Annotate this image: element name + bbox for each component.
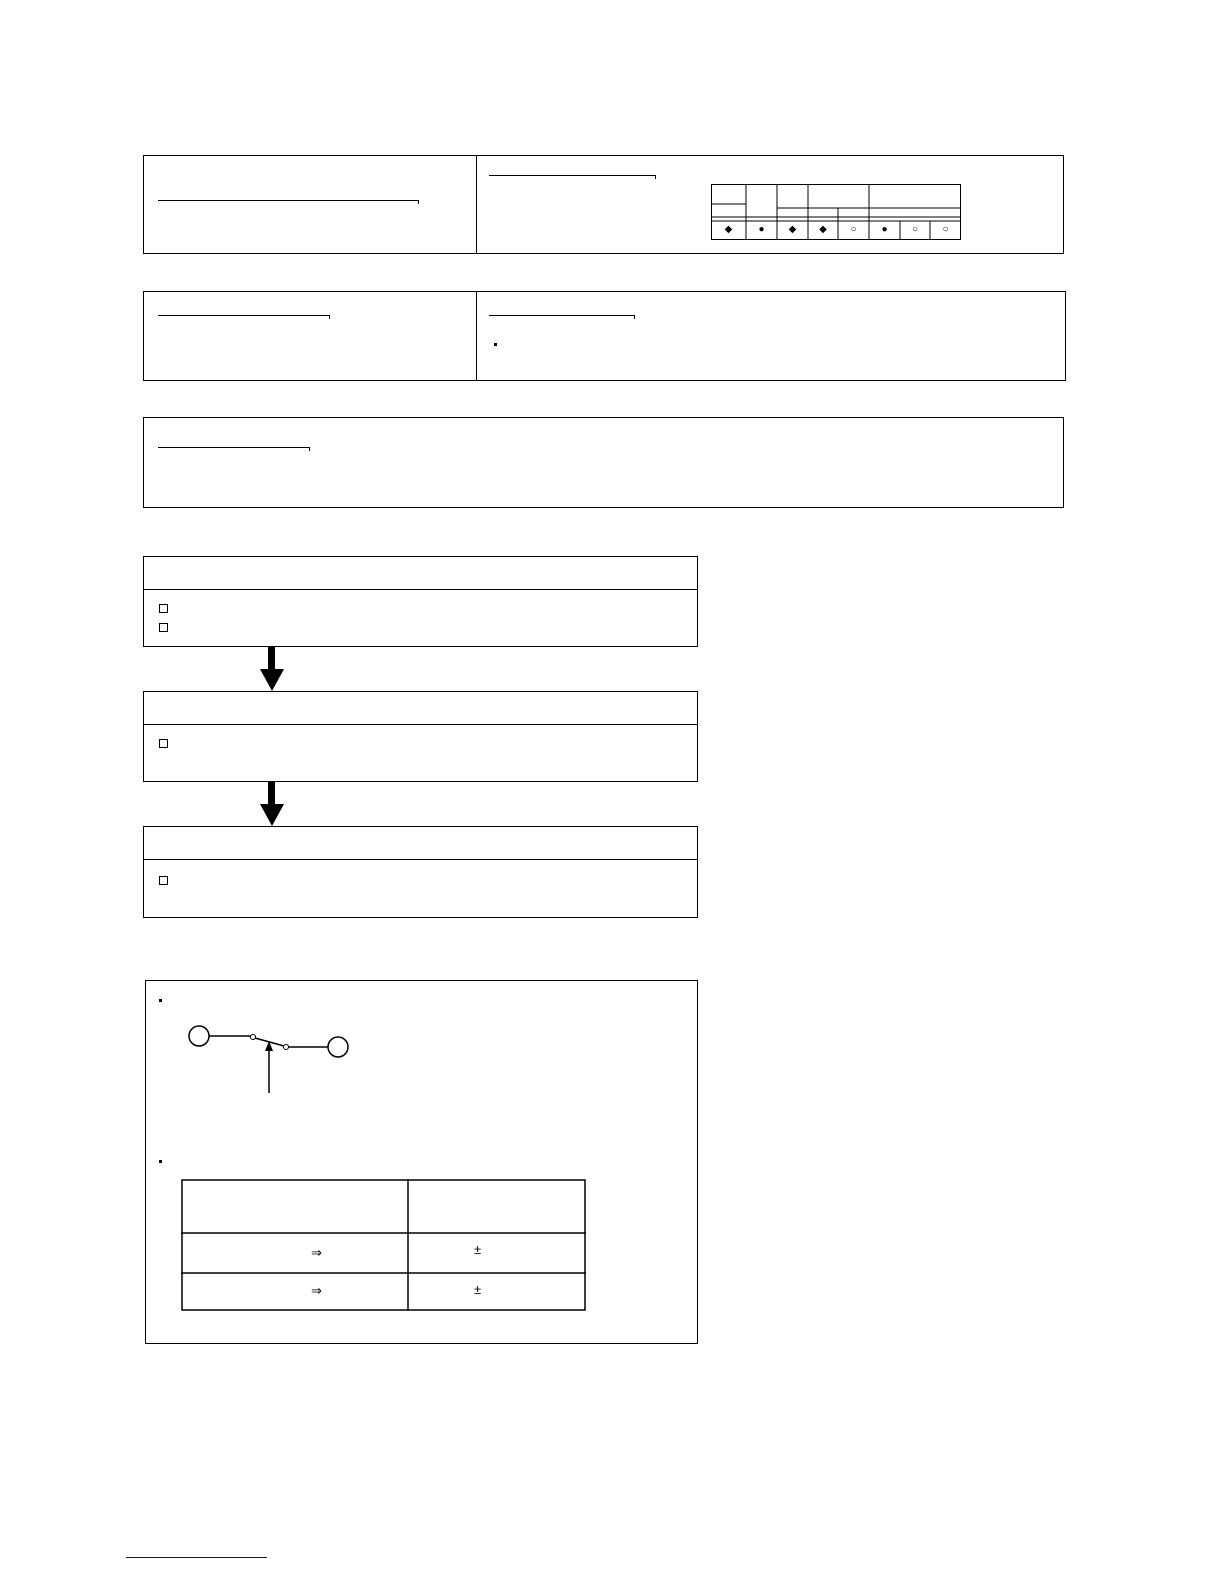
indicator-symbol: ●	[758, 224, 765, 235]
flow-arrow-shaft	[268, 782, 275, 805]
spec-row-1-right-symbol: ±	[474, 1242, 482, 1257]
switch-circuit-diagram	[180, 1015, 360, 1100]
indicator-symbol: ◆	[788, 224, 797, 235]
bullet-dot	[159, 999, 162, 1002]
spec-row-2-right-symbol: ±	[474, 1282, 482, 1297]
indicator-symbol: ○	[850, 224, 857, 235]
indicator-symbol: ◆	[724, 224, 733, 235]
checkbox-icon	[159, 876, 168, 885]
checkbox-icon	[159, 623, 168, 632]
header-left-underline	[158, 200, 418, 201]
checkbox-icon	[159, 739, 168, 748]
info-panel-3	[143, 417, 1064, 508]
header-panel-divider	[476, 155, 477, 254]
panel-3-underline	[158, 447, 309, 448]
indicator-symbol: ○	[911, 224, 919, 235]
spec-table-grid	[181, 1179, 586, 1311]
flow-step-2	[143, 691, 698, 782]
panel-2-right-underline	[489, 315, 634, 316]
flow-arrow-down-icon	[260, 669, 284, 691]
info-panel-2	[143, 291, 1066, 381]
header-right-underline	[489, 175, 655, 176]
info-panel-2-divider	[476, 291, 477, 381]
bullet-dot	[159, 1160, 162, 1163]
spec-table	[181, 1179, 586, 1311]
spec-row-2-left-symbol: ⇒	[311, 1283, 322, 1298]
bullet-dot	[494, 343, 497, 346]
checkbox-icon	[159, 604, 168, 613]
flow-step-1	[143, 556, 698, 647]
flow-step-2-header-divider	[143, 724, 698, 725]
spec-row-1-left-symbol: ⇒	[311, 1245, 322, 1260]
flow-arrow-shaft	[268, 647, 275, 670]
indicator-symbol: ◆	[819, 224, 827, 235]
indicator-symbol: ●	[881, 224, 888, 235]
flow-step-3-header-divider	[143, 859, 698, 860]
flow-arrow-down-icon	[260, 804, 284, 826]
flow-step-3	[143, 826, 698, 918]
indicator-status-grid	[711, 184, 961, 240]
flow-step-1-header-divider	[143, 589, 698, 590]
panel-2-left-underline	[158, 315, 329, 316]
indicator-symbol: ○	[942, 224, 949, 235]
footer-link-underline[interactable]	[126, 1557, 267, 1558]
